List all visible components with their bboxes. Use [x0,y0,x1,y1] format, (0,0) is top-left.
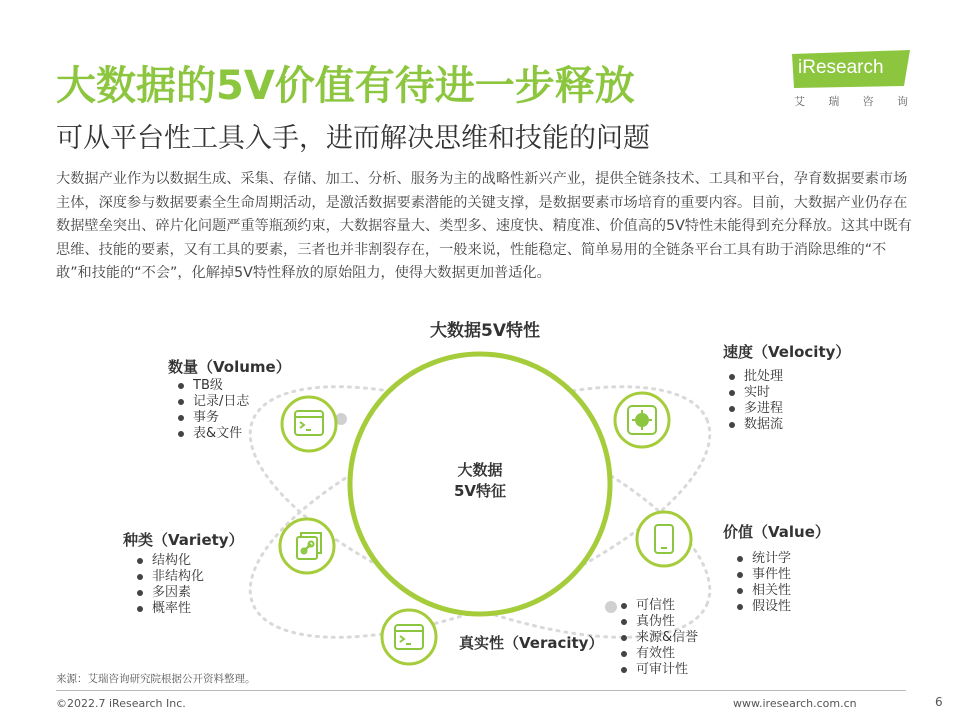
list-item: 概率性 [134,601,204,617]
value-node [637,512,691,566]
veracity-node [382,610,436,664]
value-title: 价值（Value） [723,523,830,541]
logo-wordmark: iResearch [798,57,884,78]
veracity-list [618,598,698,678]
center-label-line: 5V特征 [453,482,507,500]
velocity-title: 速度（Velocity） [723,343,851,361]
list-item: 可审计性 [618,662,698,678]
list-item: 事务 [175,410,249,426]
source-note: 来源：艾瑞咨询研究院根据公开资料整理。 [56,673,256,685]
list-item: 可信性 [618,598,698,614]
footer-divider [56,690,906,691]
list-item: 数据流 [726,417,783,433]
variety-title: 种类（Variety） [123,531,244,549]
list-item: 事件性 [734,567,791,583]
page-title: 大数据的5V价值有待进一步释放 [56,63,635,109]
logo-subtitle-char: 询 [896,95,908,108]
logo-subtitle [792,93,910,109]
center-label-line: 大数据 [457,461,503,479]
logo-subtitle-char: 艾 [794,95,805,108]
veracity-title: 真实性（Veracity） [459,634,604,652]
variety-list [134,553,204,617]
variety-node [280,519,334,573]
list-item: 表&文件 [175,426,249,442]
list-item: TB级 [175,378,249,394]
orbit-dot [605,601,617,613]
center-label [425,460,535,502]
list-item: 多进程 [726,401,783,417]
list-item: 多因素 [134,585,204,601]
iresearch-logo [792,50,912,110]
copyright: ©2022.7 iResearch Inc. [56,697,186,710]
list-item: 有效性 [618,646,698,662]
list-item: 真伪性 [618,614,698,630]
intro-paragraph: 大数据产业作为以数据生成、采集、存储、加工、分析、服务为主的战略性新兴产业，提供全链条技术、工具和平台，孕育数据要素市场主体，深度参与数据要素全生命周期活动，是激活数据要素潜能的关键支撑，是数据要素市场培育的重要内容。目前，大数据产业仍存在数据壁垒突出、碎片化问题严重等瓶颈约束，大数据容量大、类型多、速度快、精度准、价值高的5V特性未能得到充分释放。这其中既有思维、技能的要素，又有工具的要素，三者也并非割裂存在，一般来说，性能稳定、简单易用的全链条平台工具有助于消除思维的“不敢”和技能的“不会”，化解掉5V特性释放的原始阻力，使得大数据更加普适化。 [56,171,912,282]
logo-subtitle-char: 咨 [862,95,874,108]
velocity-node [615,393,669,447]
list-item: 统计学 [734,551,791,567]
list-item: 批处理 [726,369,783,385]
list-item: 结构化 [134,553,204,569]
list-item: 来源&信誉 [618,630,698,646]
velocity-list [726,369,783,433]
list-item: 相关性 [734,583,791,599]
diagram-title: 大数据5V特性 [430,321,540,341]
volume-title: 数量（Volume） [168,358,291,376]
logo-subtitle-char: 瑞 [828,95,840,108]
page-number: 6 [935,695,943,709]
volume-list [175,378,249,442]
list-item: 实时 [726,385,783,401]
list-item: 假设性 [734,599,791,615]
value-list [734,551,791,615]
list-item: 记录/日志 [175,394,249,410]
page-subtitle: 可从平台性工具入手，进而解决思维和技能的问题 [56,123,650,154]
website-link[interactable]: www.iresearch.com.cn [733,697,857,710]
list-item: 非结构化 [134,569,204,585]
volume-node [282,397,336,451]
